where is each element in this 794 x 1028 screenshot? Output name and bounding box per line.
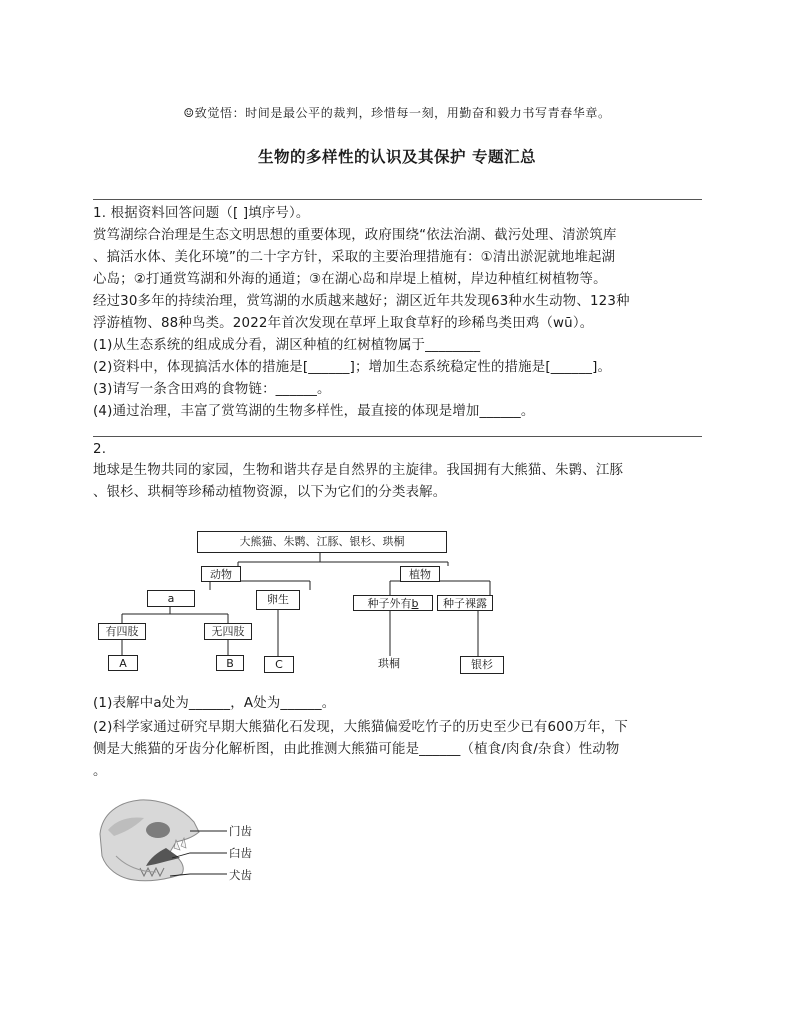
tree-has-limbs: 有四肢: [98, 623, 146, 640]
tree-seed-covered: [353, 595, 433, 611]
q1-line: 心岛；②打通赏笃湖和外海的通道；③在湖心岛和岸堤上植树，岸边种植红树植物等。: [93, 272, 607, 287]
q1-line: (1)从生态系统的组成成分看，湖区种植的红树植物属于________: [93, 338, 481, 353]
panda-skull-image: [96, 796, 201, 888]
q2-question: (1)表解中a处为______，A处为______。: [93, 696, 336, 711]
motto: ☺致觉悟：时间是最公平的裁判，珍惜每一刻，用勤奋和毅力书写青春华章。: [183, 106, 611, 120]
seed-covered-label: 种子外有: [367, 597, 412, 610]
incisor-label: 门齿: [229, 824, 252, 838]
q1-line: (3)请写一条含田鸡的食物链：______。: [93, 382, 331, 397]
tree-yinshan: 银杉: [460, 656, 504, 674]
tree-animal: 动物: [201, 566, 241, 582]
q2-intro-line: 、银杉、珙桐等珍稀动植物资源，以下为它们的分类表解。: [93, 485, 447, 500]
molar-label: 臼齿: [229, 846, 252, 860]
q1-line: (4)通过治理，丰富了赏笃湖的生物多样性，最直接的体现是增加______。: [93, 404, 535, 419]
tree-gongtong: 珙桐: [367, 656, 411, 674]
tree-seed-naked: 种子裸露: [437, 595, 493, 611]
divider-middle: [93, 436, 702, 437]
tree-plant: 植物: [400, 566, 440, 582]
tree-a: a: [147, 590, 195, 607]
q2-intro-line: 地球是生物共同的家园，生物和谐共存是自然界的主旋律。我国拥有大熊猫、朱鹮、江豚: [93, 463, 624, 478]
q2-question: 。: [93, 764, 107, 779]
q2-number: 2.: [93, 442, 107, 457]
tree-C: C: [264, 656, 294, 673]
tree-oviparous: 卵生: [256, 590, 300, 610]
tree-A: A: [108, 655, 138, 671]
q2-question: (2)科学家通过研究早期大熊猫化石发现，大熊猫偏爱吃竹子的历史至少已有600万年，下: [93, 720, 628, 735]
q1-line: 浮游植物、88种鸟类。2022年首次发现在草坪上取食草籽的珍稀鸟类田鸡（wū）。: [93, 316, 594, 331]
q1-line: 、搞活水体、美化环境”的二十字方针，采取的主要治理措施有：①清出淤泥就地堆起湖: [93, 250, 616, 265]
q1-line: 赏笃湖综合治理是生态文明思想的重要体现，政府围绕“依法治湖、截污处理、清淤筑库: [93, 228, 617, 243]
tree-B: B: [216, 655, 244, 671]
tree-no-limbs: 无四肢: [204, 623, 252, 640]
seed-covered-blank: b: [411, 597, 419, 610]
tree-root: 大熊猫、朱鹮、江豚、银杉、珙桐: [197, 531, 447, 553]
divider-top: [93, 199, 702, 200]
q1-line: 1. 根据资料回答问题（[ ]填序号）。: [93, 206, 310, 221]
canine-label: 犬齿: [229, 868, 252, 882]
page-title: 生物的多样性的认识及其保护 专题汇总: [258, 148, 536, 166]
q1-line: (2)资料中，体现搞活水体的措施是[______]；增加生态系统稳定性的措施是[______]。: [93, 360, 612, 375]
q1-line: 经过30多年的持续治理，赏笃湖的水质越来越好；湖区近年共发现63种水生动物、123种: [93, 294, 630, 309]
q2-question: 侧是大熊猫的牙齿分化解析图，由此推测大熊猫可能是______（植食/肉食/杂食）性动物: [93, 742, 620, 757]
